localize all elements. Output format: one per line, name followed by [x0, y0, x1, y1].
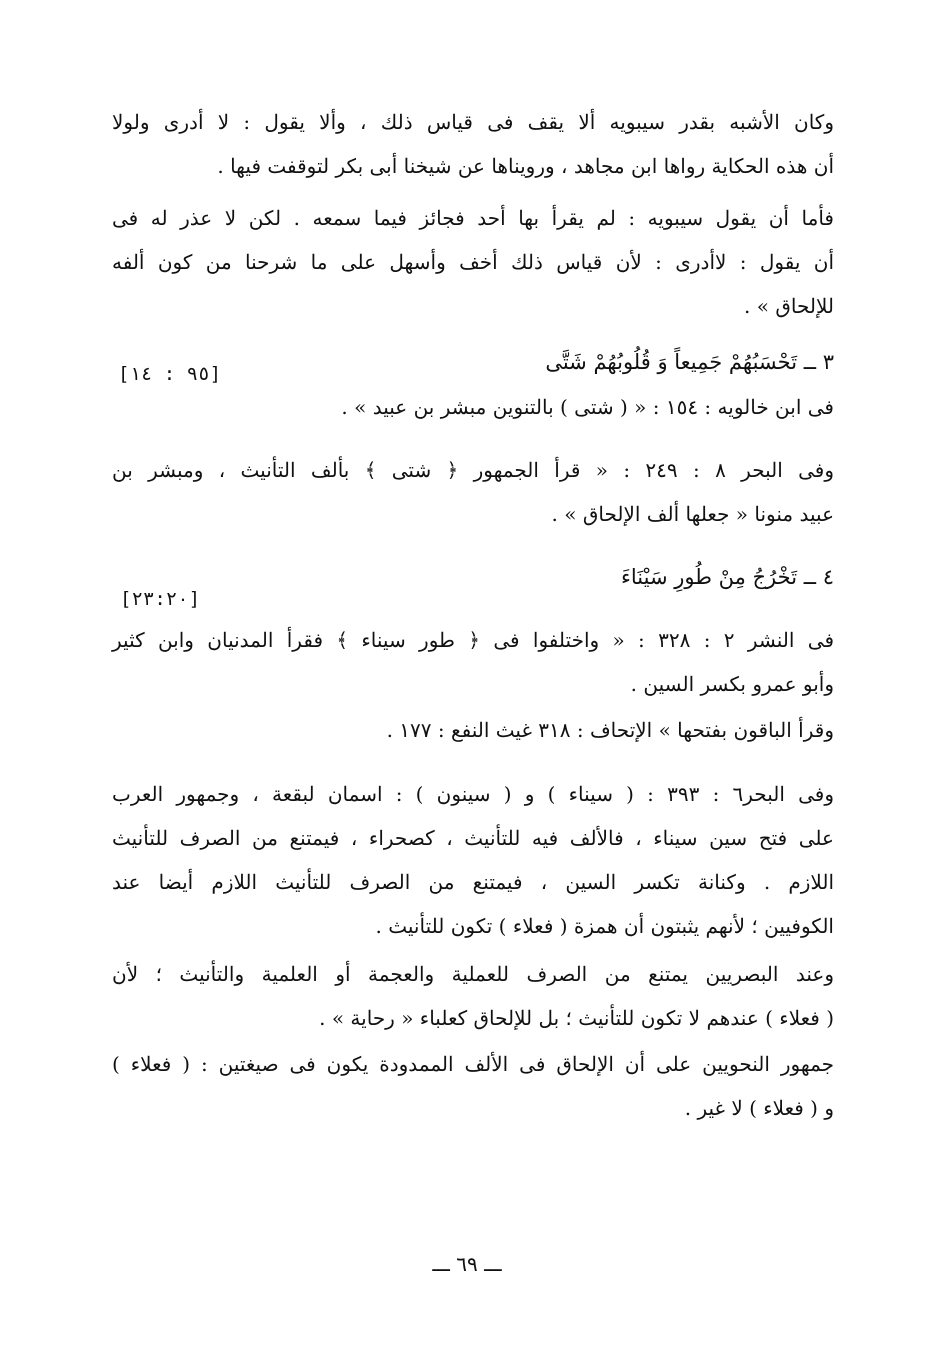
section-4-citation-1-line-1: فى النشر ٢ : ٣٢٨ : « واختلفوا فى ﴿ طور سيناء ﴾ فقرأ المدنيان وابن كثير — [112, 628, 835, 652]
verse-heading-3: ٣ ــ تَحْسَبُهُمْ جَمِيعاً وَ قُلُوبُهُمْ شَتَّى — [545, 350, 834, 374]
section-4-discussion-1-line-3: اللازم . وكنانة تكسر السين ، فيمتنع من الصرف للتأنيث اللازم أيضا عند — [112, 870, 834, 894]
section-4-discussion-1-line-4: الكوفيين ؛ لأنهم يثبتون أن همزة ( فعلاء ) تكون للتأنيث . — [375, 914, 834, 938]
section-3-citation-2-line-2: عبيد منونا « جعلها ألف الإلحاق » . — [551, 502, 834, 526]
section-4-discussion-2-line-1: وعند البصريين يمتنع من الصرف للعملية والعجمة أو العلمية والتأنيث ؛ لأن — [112, 962, 835, 986]
paragraph-2 — [112, 196, 834, 328]
paragraph-1-line-1: وكان الأشبه بقدر سيبويه ألا يقف فى قياس ذلك ، وألا يقول : لا أدرى ولولا — [112, 110, 834, 134]
section-4-discussion-1 — [112, 772, 834, 948]
section-4-citation-2: وقرأ الباقون بفتحها » الإتحاف : ٣١٨ غيث النفع : ١٧٧ . — [386, 718, 834, 742]
paragraph-2-line-1: فأما أن يقول سيبويه : لم يقرأ بها أحد فجائز فيما سمعه . لكن لا عذر له فى — [112, 206, 834, 230]
verse-heading-4: ٤ ــ تَخْرُجُ مِنْ طُورِ سَيْنَاءَ — [621, 565, 834, 589]
section-4-discussion-3-line-2: و ( فعلاء ) لا غير . — [684, 1096, 834, 1120]
section-4-discussion-2 — [112, 952, 834, 1040]
section-3-citation-2-line-1: وفى البحر ٨ : ٢٤٩ : « قرأ الجمهور ﴿ شتى ﴾ بألف التأنيث ، ومبشر بن — [112, 458, 835, 482]
verse-reference-4: [٢٣:٢٠] — [120, 588, 201, 610]
section-3-citation-1: فى ابن خالويه : ١٥٤ : « ( شتى ) بالتنوين مبشر بن عبيد » . — [341, 395, 834, 419]
section-4-discussion-1-line-1: وفى البحر٦ : ٣٩٣ : ( سيناء ) و ( سينون ) : اسمان لبقعة ، وجمهور العرب — [112, 782, 834, 806]
section-3-citation-2 — [112, 448, 834, 536]
paragraph-2-line-2: أن يقول : لاأدرى : لأن قياس ذلك أخف وأسهل على ما شرحنا من كون ألفه — [112, 250, 834, 274]
page-number: ـــ ٦٩ ـــ — [432, 1252, 502, 1276]
paragraph-1-line-2: أن هذه الحكاية رواها ابن مجاهد ، ورويناها عن شيخنا أبى بكر لتوقفت فيها . — [217, 154, 834, 178]
section-4-citation-1 — [112, 618, 834, 706]
section-4-citation-1-line-2: وأبو عمرو بكسر السين . — [630, 672, 834, 696]
section-4-discussion-3-line-1: جمهور النحويين على أن الإلحاق فى الألف الممدودة يكون فى صيغتين : ( فعلاء ) — [112, 1052, 834, 1076]
section-4-discussion-1-line-2: على فتح سين سيناء ، فالألف فيه للتأنيث ، كصحراء ، فيمتنع من الصرف للتأنيث — [112, 826, 834, 850]
paragraph-1 — [112, 100, 834, 188]
section-4-discussion-2-line-2: ( فعلاء ) عندهم لا تكون للتأنيث ؛ بل للإلحاق كعلباء « رحاية » . — [319, 1006, 834, 1030]
verse-reference-3: [٩٥ : ١٤] — [118, 363, 222, 385]
section-4-discussion-3 — [112, 1042, 834, 1130]
paragraph-2-line-3: للإلحاق » . — [744, 294, 834, 318]
